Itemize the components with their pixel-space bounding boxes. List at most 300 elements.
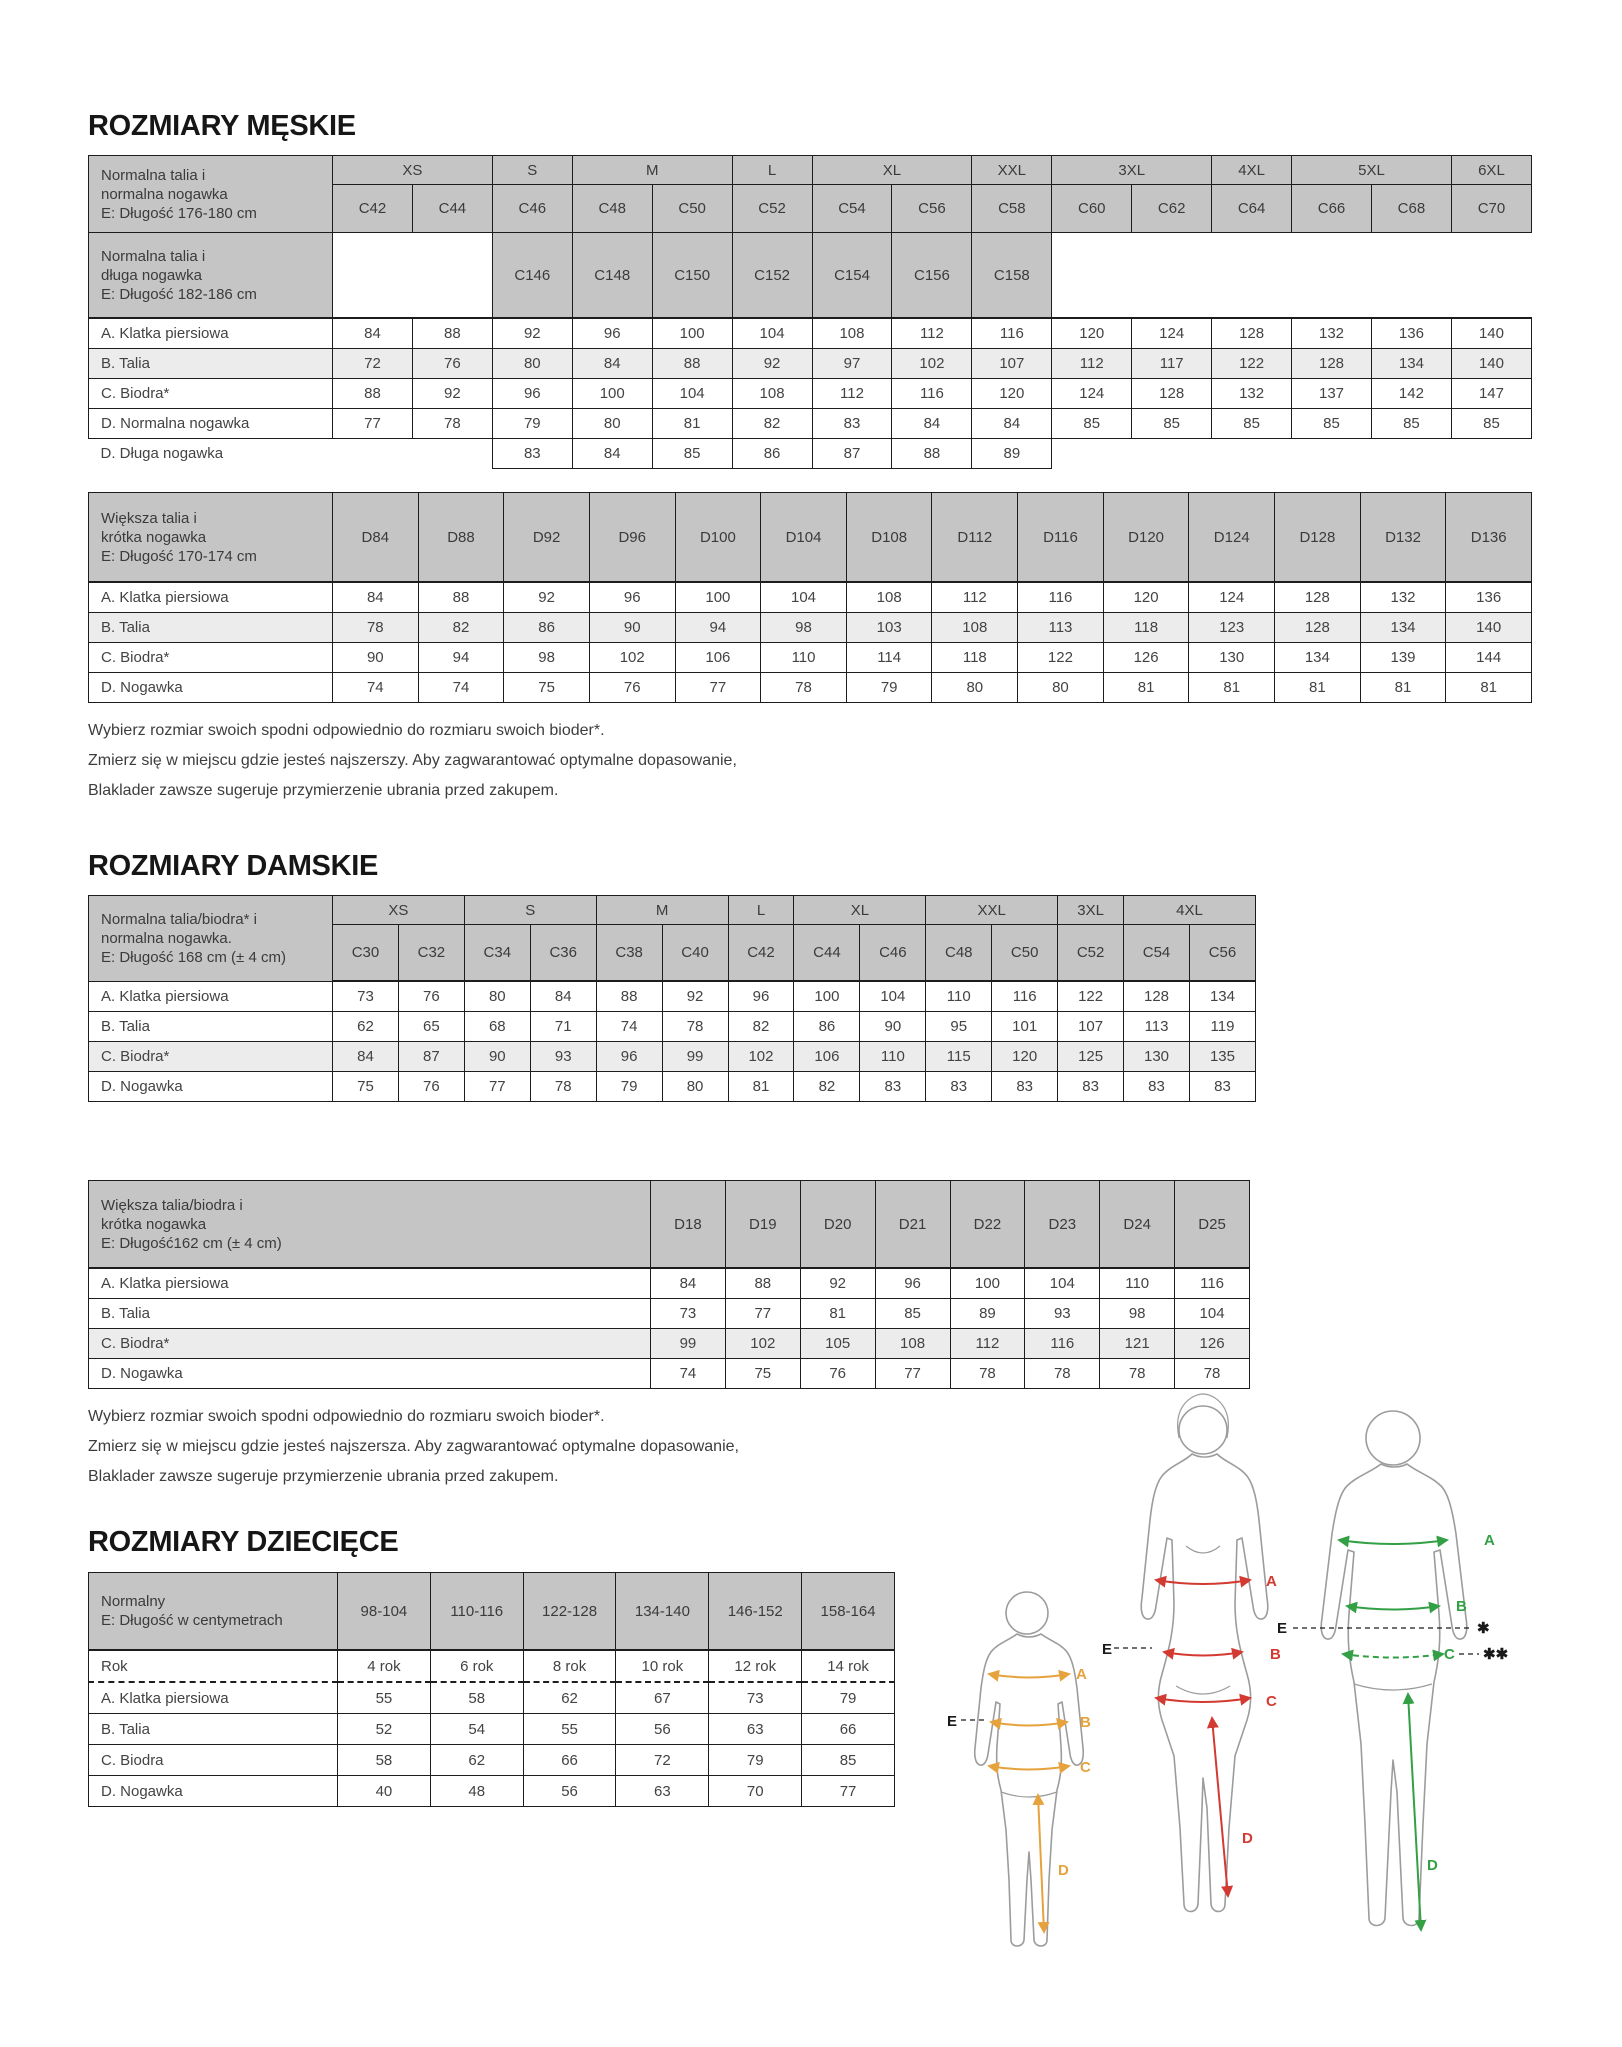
size-value-cell: 75: [725, 1359, 800, 1389]
size-value-cell: 134: [1189, 981, 1255, 1012]
size-header-cell: D116: [1018, 493, 1104, 583]
size-value-cell: 136: [1371, 318, 1451, 349]
size-value-cell: 100: [950, 1268, 1025, 1299]
size-header-cell: D112: [932, 493, 1018, 583]
size-header-cell: D136: [1446, 493, 1532, 583]
table-label: Normalna talia/biodra* i normalna nogawka. E: Długość 168 cm (± 4 cm): [89, 896, 333, 982]
size-value-cell: 118: [1103, 613, 1189, 643]
size-header-cell: C52: [732, 185, 812, 233]
size-value-cell: 84: [333, 582, 419, 613]
size-header-cell: C148: [572, 233, 652, 319]
size-value-cell: 77: [875, 1359, 950, 1389]
men-normal-size-table: [88, 155, 1532, 469]
size-value-cell: 96: [589, 582, 675, 613]
size-value-cell: 82: [732, 409, 812, 439]
child-hip-label: C: [1080, 1759, 1091, 1776]
size-value-cell: 102: [725, 1329, 800, 1359]
size-header-cell: C56: [892, 185, 972, 233]
size-value-cell: 104: [652, 379, 732, 409]
size-value-cell: 73: [651, 1299, 726, 1329]
table-label: Większa talia i krótka nogawka E: Długość 170-174 cm: [89, 493, 333, 583]
size-value-cell: 124: [1189, 582, 1275, 613]
size-value-cell: 112: [1052, 349, 1132, 379]
size-value-cell: 88: [652, 349, 732, 379]
child-waist-label: B: [1080, 1714, 1091, 1731]
size-value-cell: 76: [589, 673, 675, 703]
size-value-cell: 92: [504, 582, 590, 613]
child-body-outline: [975, 1634, 1084, 1946]
size-value-cell: 108: [812, 318, 892, 349]
size-group-header: XS: [333, 896, 465, 925]
size-header-cell: C150: [652, 233, 732, 319]
size-header-cell: D23: [1025, 1181, 1100, 1269]
row-label: B. Talia: [89, 1299, 651, 1329]
size-value-cell: 73: [709, 1682, 802, 1714]
size-value-cell: 117: [1132, 349, 1212, 379]
size-value-cell: 108: [732, 379, 812, 409]
size-value-cell: 114: [846, 643, 932, 673]
size-value-cell: 140: [1446, 613, 1532, 643]
size-value-cell: 104: [761, 582, 847, 613]
woman-length-label: E: [1102, 1641, 1113, 1658]
size-value-cell: 71: [530, 1012, 596, 1042]
size-value-cell: 116: [892, 379, 972, 409]
size-value-cell: 106: [794, 1042, 860, 1072]
size-group-header: 5XL: [1292, 156, 1452, 185]
size-value-cell: 78: [1025, 1359, 1100, 1389]
size-value-cell: 86: [794, 1012, 860, 1042]
women-larger-size-table: [88, 1180, 1250, 1389]
size-value-cell: 86: [504, 613, 590, 643]
size-value-cell: 147: [1451, 379, 1531, 409]
measurement-figures: [920, 1380, 1600, 2030]
size-header-cell: C54: [812, 185, 892, 233]
size-value-cell: 83: [926, 1072, 992, 1102]
size-value-cell: 4 rok: [338, 1650, 431, 1682]
men-section-title: ROZMIARY MĘSKIE: [88, 110, 356, 142]
size-value-cell: 92: [412, 379, 492, 409]
size-value-cell: 77: [802, 1776, 895, 1807]
size-value-cell: 134: [1371, 349, 1451, 379]
size-value-cell: 84: [572, 349, 652, 379]
size-header-cell: C152: [732, 233, 812, 319]
size-group-header: 4XL: [1212, 156, 1292, 185]
man-chest-label: A: [1484, 1532, 1495, 1549]
size-value-cell: 75: [504, 673, 590, 703]
size-header-cell: C40: [662, 925, 728, 982]
size-value-cell: 108: [875, 1329, 950, 1359]
size-group-header: 6XL: [1451, 156, 1531, 185]
size-value-cell: 99: [662, 1042, 728, 1072]
size-value-cell: 54: [430, 1714, 523, 1745]
size-group-header: S: [492, 156, 572, 185]
size-value-cell: 100: [572, 379, 652, 409]
men-larger-size-table-grid: [88, 492, 1532, 703]
size-value-cell: 85: [1451, 409, 1531, 439]
women-normal-size-table-grid: [88, 895, 1256, 1102]
size-value-cell: 72: [616, 1745, 709, 1776]
children-section-title: ROZMIARY DZIECIĘCE: [88, 1526, 399, 1558]
empty-cell: [1052, 233, 1532, 319]
size-value-cell: 142: [1371, 379, 1451, 409]
size-header-cell: D128: [1275, 493, 1361, 583]
size-value-cell: 84: [972, 409, 1052, 439]
size-value-cell: 81: [1275, 673, 1361, 703]
size-header-cell: C146: [492, 233, 572, 319]
size-value-cell: 105: [800, 1329, 875, 1359]
note-line: Zmierz się w miejscu gdzie jesteś najszerszy. Aby zagwarantować optymalne dopasowanie,: [88, 752, 737, 769]
size-value-cell: 83: [812, 409, 892, 439]
size-value-cell: 99: [651, 1329, 726, 1359]
size-value-cell: 132: [1360, 582, 1446, 613]
size-group-header: 4XL: [1124, 896, 1256, 925]
size-value-cell: 84: [333, 1042, 399, 1072]
size-value-cell: 97: [812, 349, 892, 379]
size-value-cell: 85: [1052, 409, 1132, 439]
row-label: D. Nogawka: [89, 673, 333, 703]
size-value-cell: 62: [430, 1745, 523, 1776]
size-header-cell: C44: [794, 925, 860, 982]
size-value-cell: 144: [1446, 643, 1532, 673]
size-value-cell: 102: [728, 1042, 794, 1072]
size-value-cell: 62: [333, 1012, 399, 1042]
size-header-cell: C36: [530, 925, 596, 982]
size-value-cell: 98: [761, 613, 847, 643]
size-value-cell: 14 rok: [802, 1650, 895, 1682]
size-value-cell: 74: [333, 673, 419, 703]
empty-cell: [333, 439, 493, 469]
size-value-cell: 107: [972, 349, 1052, 379]
size-header-cell: C50: [652, 185, 732, 233]
size-value-cell: 108: [932, 613, 1018, 643]
size-value-cell: 112: [892, 318, 972, 349]
size-value-cell: 100: [675, 582, 761, 613]
size-value-cell: 83: [492, 439, 572, 469]
size-group-header: XL: [794, 896, 926, 925]
size-value-cell: 82: [728, 1012, 794, 1042]
row-label: D. Nogawka: [89, 1359, 651, 1389]
note-line: Blaklader zawsze sugeruje przymierzenie ubrania przed zakupem.: [88, 782, 559, 799]
size-value-cell: 56: [523, 1776, 616, 1807]
size-value-cell: 74: [418, 673, 504, 703]
size-value-cell: 93: [530, 1042, 596, 1072]
size-value-cell: 78: [662, 1012, 728, 1042]
size-value-cell: 122: [1058, 981, 1124, 1012]
size-value-cell: 96: [728, 981, 794, 1012]
size-value-cell: 110: [1100, 1268, 1175, 1299]
size-value-cell: 90: [464, 1042, 530, 1072]
row-label: C. Biodra*: [89, 1329, 651, 1359]
size-value-cell: 92: [492, 318, 572, 349]
size-value-cell: 81: [652, 409, 732, 439]
size-value-cell: 74: [596, 1012, 662, 1042]
row-label: C. Biodra: [89, 1745, 338, 1776]
size-value-cell: 80: [492, 349, 572, 379]
child-leg-label: D: [1058, 1862, 1069, 1879]
size-header-cell: D88: [418, 493, 504, 583]
size-value-cell: 8 rok: [523, 1650, 616, 1682]
size-group-header: XL: [812, 156, 972, 185]
size-value-cell: 78: [950, 1359, 1025, 1389]
size-value-cell: 92: [662, 981, 728, 1012]
size-header-cell: D100: [675, 493, 761, 583]
size-value-cell: 118: [932, 643, 1018, 673]
size-value-cell: 79: [846, 673, 932, 703]
size-header-cell: D120: [1103, 493, 1189, 583]
size-value-cell: 76: [398, 1072, 464, 1102]
size-value-cell: 81: [728, 1072, 794, 1102]
size-value-cell: 77: [464, 1072, 530, 1102]
size-value-cell: 96: [492, 379, 572, 409]
size-value-cell: 81: [1360, 673, 1446, 703]
row-label: A. Klatka piersiowa: [89, 1268, 651, 1299]
woman-leg-label: D: [1242, 1830, 1253, 1847]
table-label-long: Normalna talia i długa nogawka E: Długość 182-186 cm: [89, 233, 333, 319]
size-value-cell: 120: [992, 1042, 1058, 1072]
size-value-cell: 40: [338, 1776, 431, 1807]
row-label: Rok: [89, 1650, 338, 1682]
size-value-cell: 134: [1275, 643, 1361, 673]
size-value-cell: 81: [1103, 673, 1189, 703]
size-value-cell: 81: [1446, 673, 1532, 703]
size-value-cell: 113: [1018, 613, 1104, 643]
size-header-cell: C48: [926, 925, 992, 982]
size-header-cell: C38: [596, 925, 662, 982]
size-value-cell: 66: [802, 1714, 895, 1745]
size-value-cell: 58: [430, 1682, 523, 1714]
size-header-cell: C60: [1052, 185, 1132, 233]
size-value-cell: 83: [992, 1072, 1058, 1102]
size-value-cell: 6 rok: [430, 1650, 523, 1682]
size-value-cell: 67: [616, 1682, 709, 1714]
size-value-cell: 112: [932, 582, 1018, 613]
size-value-cell: 112: [812, 379, 892, 409]
size-value-cell: 76: [412, 349, 492, 379]
size-value-cell: 95: [926, 1012, 992, 1042]
size-value-cell: 94: [418, 643, 504, 673]
size-value-cell: 90: [860, 1012, 926, 1042]
size-value-cell: 120: [1103, 582, 1189, 613]
size-value-cell: 82: [418, 613, 504, 643]
size-value-cell: 84: [333, 318, 413, 349]
size-value-cell: 102: [589, 643, 675, 673]
size-value-cell: 126: [1175, 1329, 1250, 1359]
size-header-cell: C30: [333, 925, 399, 982]
size-value-cell: 96: [596, 1042, 662, 1072]
size-value-cell: 137: [1292, 379, 1372, 409]
size-value-cell: 79: [802, 1682, 895, 1714]
size-value-cell: 48: [430, 1776, 523, 1807]
size-value-cell: 80: [1018, 673, 1104, 703]
size-header-cell: C66: [1292, 185, 1372, 233]
size-value-cell: 80: [464, 981, 530, 1012]
note-line: Wybierz rozmiar swoich spodni odpowiednio do rozmiaru swoich bioder*.: [88, 1408, 605, 1425]
size-value-cell: 115: [926, 1042, 992, 1072]
size-value-cell: 96: [875, 1268, 950, 1299]
size-value-cell: 128: [1275, 582, 1361, 613]
size-value-cell: 77: [725, 1299, 800, 1329]
size-group-header: XXL: [972, 156, 1052, 185]
size-value-cell: 83: [1124, 1072, 1190, 1102]
size-value-cell: 88: [333, 379, 413, 409]
size-value-cell: 107: [1058, 1012, 1124, 1042]
size-header-cell: C156: [892, 233, 972, 319]
size-value-cell: 66: [523, 1745, 616, 1776]
woman-waist-label: B: [1270, 1646, 1281, 1663]
size-value-cell: 85: [1292, 409, 1372, 439]
size-value-cell: 89: [950, 1299, 1025, 1329]
size-value-cell: 88: [418, 582, 504, 613]
size-header-cell: 122-128: [523, 1573, 616, 1651]
size-header-cell: C46: [860, 925, 926, 982]
size-value-cell: 123: [1189, 613, 1275, 643]
size-value-cell: 140: [1451, 318, 1531, 349]
size-value-cell: 55: [523, 1714, 616, 1745]
asterisk-note-mark: ✱: [1477, 1620, 1490, 1637]
size-value-cell: 56: [616, 1714, 709, 1745]
size-value-cell: 140: [1451, 349, 1531, 379]
size-header-cell: D92: [504, 493, 590, 583]
row-label: A. Klatka piersiowa: [89, 318, 333, 349]
size-value-cell: 63: [616, 1776, 709, 1807]
size-value-cell: 116: [992, 981, 1058, 1012]
size-value-cell: 130: [1124, 1042, 1190, 1072]
table-label: Normalna talia i normalna nogawka E: Długość 176-180 cm: [89, 156, 333, 233]
size-value-cell: 87: [812, 439, 892, 469]
women-larger-size-table-grid: [88, 1180, 1250, 1389]
size-value-cell: 128: [1212, 318, 1292, 349]
empty-cell: [333, 233, 493, 319]
woman-bust-label: A: [1266, 1573, 1277, 1590]
size-value-cell: 121: [1100, 1329, 1175, 1359]
table-label: Większa talia/biodra i krótka nogawka E: Długość162 cm (± 4 cm): [89, 1181, 651, 1269]
size-header-cell: C62: [1132, 185, 1212, 233]
row-label: C. Biodra*: [89, 643, 333, 673]
size-value-cell: 84: [892, 409, 972, 439]
size-header-cell: D25: [1175, 1181, 1250, 1269]
size-value-cell: 128: [1132, 379, 1212, 409]
size-value-cell: 90: [589, 613, 675, 643]
size-value-cell: 116: [972, 318, 1052, 349]
size-value-cell: 58: [338, 1745, 431, 1776]
size-value-cell: 74: [651, 1359, 726, 1389]
size-value-cell: 92: [732, 349, 812, 379]
size-value-cell: 81: [1189, 673, 1275, 703]
size-value-cell: 81: [800, 1299, 875, 1329]
size-value-cell: 84: [651, 1268, 726, 1299]
size-value-cell: 103: [846, 613, 932, 643]
size-header-cell: D96: [589, 493, 675, 583]
man-length-label: E: [1277, 1620, 1288, 1637]
size-header-cell: 98-104: [338, 1573, 431, 1651]
size-value-cell: 110: [761, 643, 847, 673]
size-value-cell: 85: [652, 439, 732, 469]
row-label: D. Normalna nogawka: [89, 409, 333, 439]
man-leg-label: D: [1427, 1857, 1438, 1874]
size-value-cell: 120: [1052, 318, 1132, 349]
row-label: D. Nogawka: [89, 1776, 338, 1807]
size-header-cell: D24: [1100, 1181, 1175, 1269]
size-value-cell: 68: [464, 1012, 530, 1042]
children-size-table-grid: [88, 1572, 895, 1807]
size-value-cell: 76: [398, 981, 464, 1012]
size-value-cell: 116: [1175, 1268, 1250, 1299]
size-header-cell: C46: [492, 185, 572, 233]
size-value-cell: 85: [802, 1745, 895, 1776]
size-header-cell: C52: [1058, 925, 1124, 982]
size-header-cell: D18: [651, 1181, 726, 1269]
size-header-cell: C54: [1124, 925, 1190, 982]
size-value-cell: 130: [1189, 643, 1275, 673]
size-header-cell: C34: [464, 925, 530, 982]
size-value-cell: 120: [972, 379, 1052, 409]
row-label: B. Talia: [89, 1012, 333, 1042]
size-header-cell: D108: [846, 493, 932, 583]
size-value-cell: 119: [1189, 1012, 1255, 1042]
size-value-cell: 134: [1360, 613, 1446, 643]
size-value-cell: 104: [732, 318, 812, 349]
size-value-cell: 96: [572, 318, 652, 349]
size-value-cell: 85: [1212, 409, 1292, 439]
size-value-cell: 124: [1132, 318, 1212, 349]
note-line: Wybierz rozmiar swoich spodni odpowiednio do rozmiaru swoich bioder*.: [88, 722, 605, 739]
size-value-cell: 128: [1292, 349, 1372, 379]
size-value-cell: 136: [1446, 582, 1532, 613]
size-value-cell: 110: [926, 981, 992, 1012]
size-header-cell: C70: [1451, 185, 1531, 233]
size-header-cell: D84: [333, 493, 419, 583]
size-header-cell: D22: [950, 1181, 1025, 1269]
double-asterisk-note-mark: ✱✱: [1483, 1646, 1509, 1663]
size-value-cell: 76: [800, 1359, 875, 1389]
size-value-cell: 132: [1212, 379, 1292, 409]
size-header-cell: C48: [572, 185, 652, 233]
size-value-cell: 77: [675, 673, 761, 703]
size-value-cell: 132: [1292, 318, 1372, 349]
size-value-cell: 128: [1124, 981, 1190, 1012]
size-header-cell: C56: [1189, 925, 1255, 982]
size-header-cell: D20: [800, 1181, 875, 1269]
size-value-cell: 73: [333, 981, 399, 1012]
row-label: B. Talia: [89, 613, 333, 643]
size-header-cell: C154: [812, 233, 892, 319]
size-group-header: M: [596, 896, 728, 925]
size-value-cell: 135: [1189, 1042, 1255, 1072]
size-value-cell: 12 rok: [709, 1650, 802, 1682]
man-figure: [1275, 1392, 1530, 1967]
size-group-header: 3XL: [1052, 156, 1212, 185]
size-value-cell: 116: [1018, 582, 1104, 613]
size-header-cell: D132: [1360, 493, 1446, 583]
size-value-cell: 125: [1058, 1042, 1124, 1072]
size-value-cell: 93: [1025, 1299, 1100, 1329]
size-value-cell: 84: [572, 439, 652, 469]
child-head: [1006, 1592, 1048, 1634]
size-group-header: XS: [333, 156, 493, 185]
size-value-cell: 85: [1371, 409, 1451, 439]
size-value-cell: 104: [1025, 1268, 1100, 1299]
size-value-cell: 88: [412, 318, 492, 349]
size-value-cell: 78: [1175, 1359, 1250, 1389]
size-value-cell: 126: [1103, 643, 1189, 673]
children-size-table: [88, 1572, 895, 1807]
size-header-cell: C44: [412, 185, 492, 233]
size-value-cell: 100: [794, 981, 860, 1012]
size-value-cell: 98: [1100, 1299, 1175, 1329]
size-value-cell: 77: [333, 409, 413, 439]
woman-hip-label: C: [1266, 1693, 1277, 1710]
size-value-cell: 102: [892, 349, 972, 379]
